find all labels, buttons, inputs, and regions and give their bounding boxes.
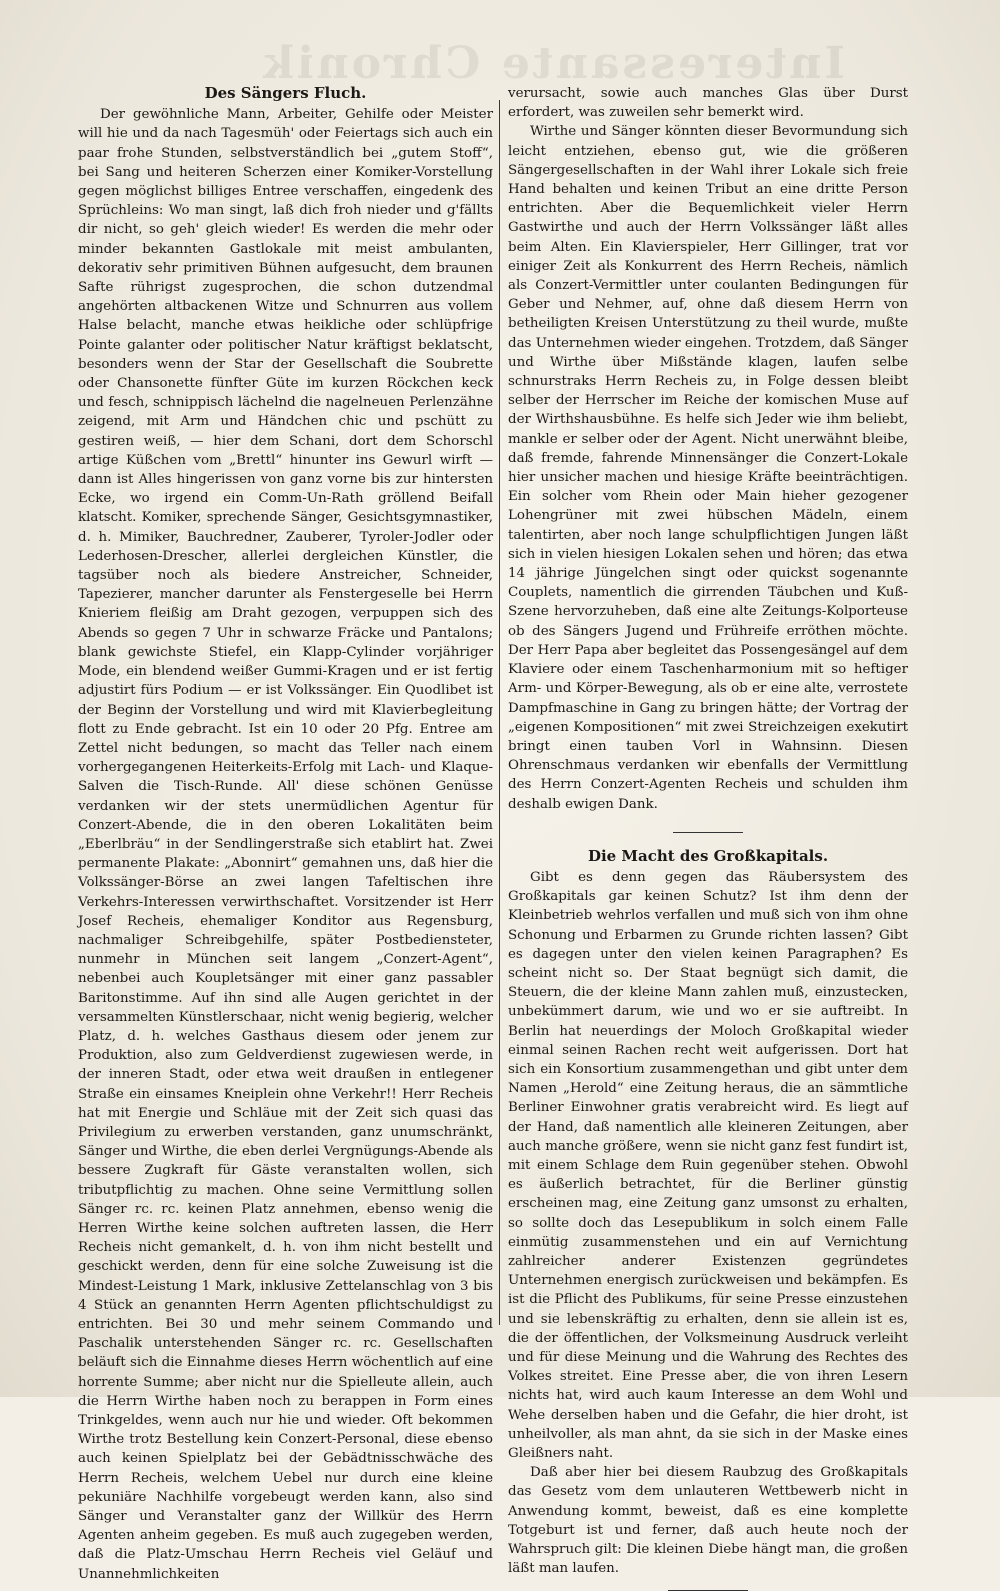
article-separator bbox=[673, 832, 743, 833]
right-column bbox=[508, 84, 908, 1577]
bleed-through-header: Interessante Chronik bbox=[260, 38, 845, 89]
article-paragraph: Gibt es denn gegen das Räubersystem des Großkapitals gar keinen Schutz? Ist ihm denn der Kleinbetrieb wehrlos verfallen und muß sich von ihm ohne Schonung und Erbarmen zu Grunde richten lassen? Gibt es dagegen unter den vielen keinen Paragraphen? Es scheint nicht so. Der Staat begnügt sich damit, die Steuern, die der kleine Mann zahlen muß, einzustecken, unbekümmert darum, wie und wo er sie auftreibt. In Berlin hat neuerdings der Moloch Großkapital wieder einmal seinen Rachen recht weit aufgerissen. Dort hat sich ein Konsortium zusammengethan und gibt unter dem Namen „Herold“ eine Zeitung heraus, die an sämmtliche Berliner Einwohner gratis verabreicht wird. Es liegt auf der Hand, daß namentlich alle kleineren Zeitungen, aber auch manche größere, wenn sie nicht ganz fest fundirt ist, mit einem Schlage dem Ruin gegenüber stehen. Obwohl es äußerlich betrachtet, für die Berliner günstig erscheinen mag, eine Zeitung ganz umsonst zu erhalten, so sollte doch das Lesepublikum in solch einem Falle einmütig zusammenstehen und ein auf Vernichtung zahlreicher anderer Existenzen gegründetes Unternehmen energisch zurückweisen und bekämpfen. Es ist die Pflicht des Publikums, für seine Presse einzustehen und sie lebenskräftig zu erhalten, denn sie allein ist es, die der öffentlichen, der Volksmeinung Ausdruck verleiht und für diese Meinung und die Wahrung des Rechtes des Volkes streitet. Eine Presse aber, die von ihren Lesern nichts hat, wird auch kaum Interesse an dem Wohl und Wehe derselben haben und die Gefahr, die hier droht, ist unheilvoller, als man ahnt, da sie sich in der Maske eines Gleißners naht. bbox=[508, 869, 908, 1462]
article-heading-saengers-fluch: Des Sängers Fluch. bbox=[204, 84, 367, 102]
article-paragraph: Daß aber hier bei diesem Raubzug des Großkapitals das Gesetz vom dem unlauteren Wettbewerb nicht in Anwendung kommt, beweist, daß es eine komplette Totgeburt ist und ferner, daß auch heute noch der Wahrspruch gilt: Die kleinen Diebe hängt man, die großen läßt man laufen. bbox=[508, 1465, 908, 1577]
column-divider bbox=[499, 100, 500, 1325]
article-paragraph: Wirthe und Sänger könnten dieser Bevormundung sich leicht entziehen, ebenso gut, wie die größeren Sängergesellschaften in der Wahl ihrer Lokale sich freie Hand behalten und keinen Tribut an eine dritte Person entrichten. Aber die Bequemlichkeit vieler Herrn Gastwirthe und auch der Herrn Volkssänger läßt alles beim Alten. Ein Klavierspieler, Herr Gillinger, trat vor einiger Zeit als Konkurrent des Herrn Recheis, nämlich als Conzert-Vermittler unter coulanten Bedingungen für Geber und Nehmer, auf, ohne daß diesem Herrn von betheiligten Kreisen Unterstützung zu theil wurde, mußte das Unternehmen wieder eingehen. Trotzdem, daß Sänger und Wirthe über Mißstände klagen, laufen selbe schnurstraks Herrn Recheis zu, in Folge dessen bleibt selber der Herrscher im Reiche der komischen Muse auf der Wirthshausbühne. Es helfe sich Jeder wie ihm beliebt, mankle er selber oder der Agent. Nicht unerwähnt bleibe, daß fremde, fahrende Minnensänger die Conzert-Lokale hier unsicher machen und hiesige Kräfte beeinträchtigen. Ein solcher vom Rhein oder Main hieher gezogener Lohengrüner mit zwei hübschen Mädeln, einem talentirten, aber noch lange schulpflichtigen Jungen läßt sich in vielen hiesigen Lokalen sehen und hören; das etwa 14 jährige Jüngelchen singt oder quickst sogenannte Couplets, namentlich die girrenden Täubchen und Kuß-Szene hervorzuheben, daß eine alte Zeitungs-Kolporteuse ob des Sängers Jugend und Frühreife erröthen möchte. Der Herr Papa aber begleitet das Possengesängel auf dem Klaviere oder einem Taschenharmonium mit so heftiger Arm- und Körper-Bewegung, als ob er eine alte, verrostete Dampfmaschine in Gang zu bringen hätte; der Vortrag der „eigenen Kompositionen“ mit zwei Streichzeigen exekutirt bringt einen tauben Vorl in Wahnsinn. Diesen Ohrenschmaus verdanken wir ebenfalls der Vermittlung des Herrn Conzert-Agenten Recheis und schulden ihm deshalb ewigen Dank. bbox=[508, 124, 908, 812]
left-column bbox=[78, 84, 493, 1582]
article-heading-macht-des-grosskapitals: Die Macht des Großkapitals. bbox=[587, 846, 829, 865]
article-paragraph: Der gewöhnliche Mann, Arbeiter, Gehilfe oder Meister will hie und da nach Tagesmüh' oder Feiertags sich auch ein paar frohe Stunden, selbstverständlich bei „gutem Stoff“, bei Sang und heiteren Scherzen einer Komiker-Vorstellung gegen möglichst billiges Entree verschaffen, eingedenk des Sprüchleins: Wo man singt, laß dich froh nieder und g'fällts dir nicht, so geh' gleich wieder! Es werden die mehr oder minder bekannten Gastlokale mit meist ambulanten, dekorativ sehr primitiven Bühnen aufgesucht, dem braunen Safte rührigst zugesprochen, die schon dutzendmal angehörten altbackenen Witze und Schnurren aus vollem Halse belacht, manche etwas heikliche oder schlüpfrige Pointe galanter oder politischer Natur kräftigst beklatscht, besonders wenn der Star der Gesellschaft die Soubrette oder Chansonette fünfter Güte im kurzen Röckchen keck und fesch, schnippisch lächelnd die nagelneuen Perlenzähne zeigend, mit Arm und Händchen chic und pschütt zu gestiren weiß, — hier dem Schani, dort dem Schorschl artige Küßchen vom „Brettl“ hinunter ins Gewurl wirft — dann ist Alles hingerissen von ganz vorne bis zur hintersten Ecke, wo irgend ein Comm-Un-Rath gröllend Beifall klatscht. Komiker, sprechende Sänger, Gesichtsgymnastiker, d. h. Mimiker, Bauchredner, Zauberer, Tyroler-Jodler oder Lederhosen-Drescher, allerlei dergleichen Künstler, die tagsüber noch als biedere Anstreicher, Schneider, Tapezierer, mancher darunter als Fenstergeselle bei Herrn Knieriem fleißig am Draht gezogen, verpuppen sich des Abends so gegen 7 Uhr in schwarze Fräcke und Pantalons; blank gewichste Stiefel, ein Klapp-Cylinder vorjähriger Mode, ein blendend weißer Gummi-Kragen und er ist fertig adjustirt fürs Podium — er ist Volkssänger. Ein Quodlibet ist der Beginn der Vorstellung und wird mit Klavierbegleitung flott zu Ende gebracht. Ist ein 10 oder 20 Pfg. Entree am Zettel nicht bedungen, so macht das Teller nach einem vorhergegangenen Heiterkeits-Erfolg mit Lach- und Klaque-Salven die Tisch-Runde. All' diese schönen Genüsse verdanken wir der stets unermüdlichen Agentur für Conzert-Abende, die in den oberen Lokalitäten beim „Eberlbräu“ in der Sendlingerstraße sich etablirt hat. Zwei permanente Plakate: „Abonnirt“ gemahnen uns, daß hier die Volkssänger-Börse an zwei langen Tafeltischen ihre Verkehrs-Interessen verwirthschaftet. Vorsitzender ist Herr Josef Recheis, ehemaliger Konditor aus Regensburg, nachmaliger Schreibgehilfe, später Postbediensteter, nunmehr in München seit langem „Conzert-Agent“, nebenbei auch Koupletsänger mit einer ganz passabler Baritonstimme. Auf ihn sind alle Augen gerichtet in der versammelten Künstlerschaar, nicht wenig begierig, welcher Platz, d. h. welches Gasthaus diesem oder jenem zur Produktion, also zum Geldverdienst zugewiesen werde, in der inneren Stadt, oder etwa weit draußen in entlegener Straße ein einsames Kneiplein ohne Verkehr!! Herr Recheis hat mit Energie und Schläue mit der Zeit sich quasi das Privilegium zu erwerben verstanden, ganz unumschränkt, Sänger und Wirthe, die eben derlei Vergnügungs-Abende als bessere Zugkraft für Gäste veranstalten wollen, sich tributpflichtig zu machen. Ohne seine Vermittlung sollen Sänger rc. rc. keinen Platz annehmen, ebenso wenig die Herren Wirthe keine solchen auftreten lassen, die Herr Recheis nicht gemankelt, d. h. von ihm nicht bestellt und geschickt werden, denn für eine solche Zuweisung ist die Mindest-Leistung 1 Mark, inklusive Zettelanschlag von 3 bis 4 Stück an genannten Herrn Agenten pflichtschuldigst zu entrichten. Bei 30 und mehr seinem Commando und Paschalik unterstehenden Sänger rc. rc. Gesellschaften beläuft sich die Einnahme dieses Herrn wöchentlich auf eine horrente Summe; aber nicht nur die Spielleute allein, auch die Herrn Wirthe haben noch zu berappen in Form eines Trinkgeldes, wenn auch nur hie und wieder. Oft bekommen Wirthe trotz Bestellung kein Conzert-Personal, diese ebenso auch keinen Spielplatz bei der Gebädtnisschwäche des Herrn Recheis, welchem Uebel nur durch eine kleine pekuniäre Nachhilfe vorgebeugt werden kann, also sind Sänger und Veranstalter ganz der Willkür des Herrn Agenten anheim gegeben. Es muß auch zugegeben werden, daß die Platz-Umschau Herrn Recheis viel Geläuf und Unannehmlichkeiten bbox=[78, 107, 493, 1582]
article-continuation: verursacht, sowie auch manches Glas über Durst erfordert, was zuweilen sehr bemerkt wird. bbox=[508, 86, 908, 121]
